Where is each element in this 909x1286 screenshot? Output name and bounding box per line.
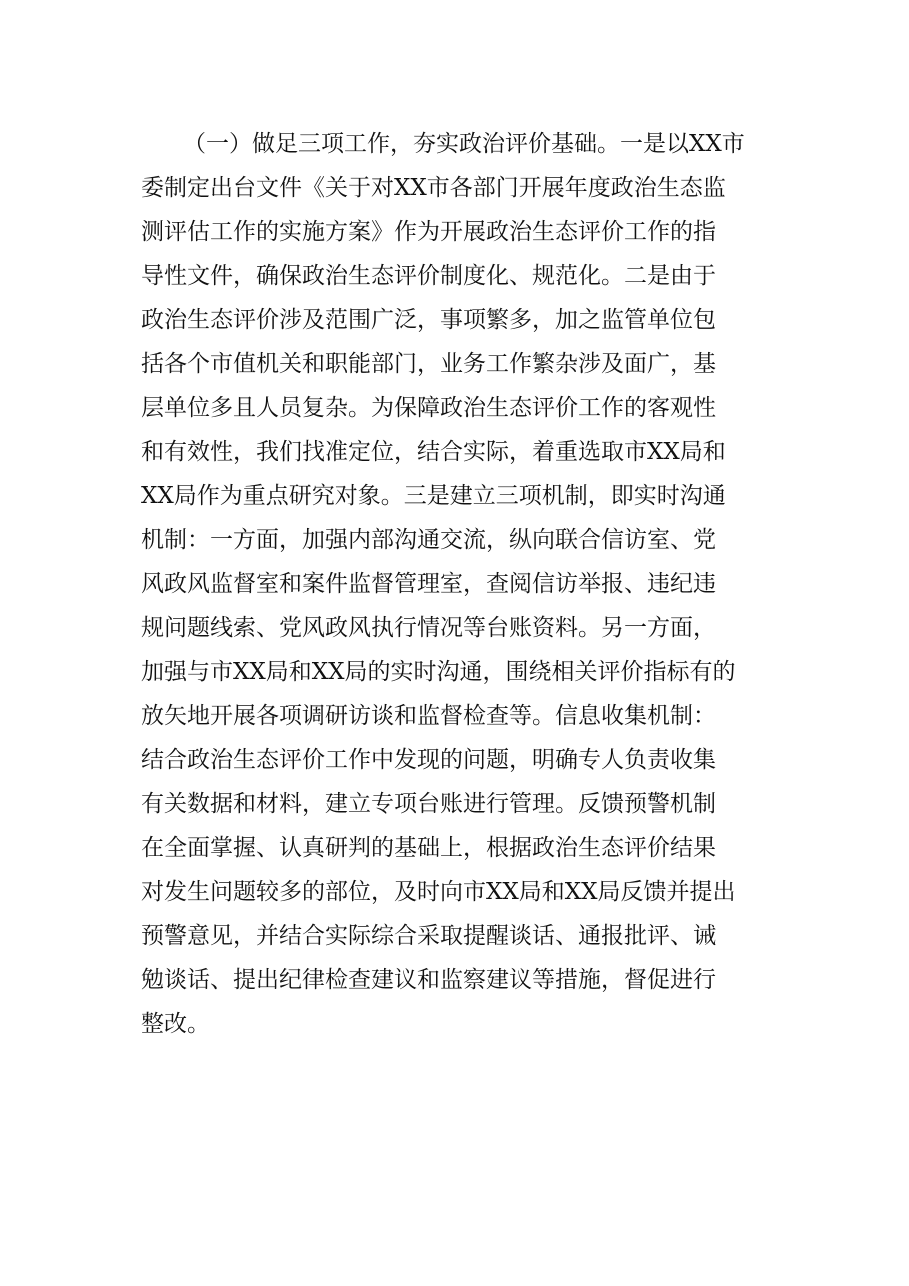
paragraph-line: 政治生态评价涉及范围广泛，事项繁多，加之监管单位包	[141, 307, 716, 333]
paragraph-line: 预警意见，并结合实际综合采取提醒谈话、通报批评、诫	[141, 923, 716, 949]
paragraph-line: 放矢地开展各项调研访谈和监督检查等。信息收集机制：	[141, 703, 716, 729]
paragraph-line: 勉谈话、提出纪律检查建议和监察建议等措施，督促进行	[141, 967, 716, 993]
paragraph-line: 整改。	[141, 1011, 210, 1037]
paragraph-line: 导性文件，确保政治生态评价制度化、规范化。二是由于	[141, 263, 716, 289]
paragraph-line: 委制定出台文件《关于对XX市各部门开展年度政治生态监	[141, 175, 726, 201]
paragraph-line: 规问题线索、党风政风执行情况等台账资料。另一方面，	[141, 615, 716, 641]
paragraph-line: （一）做足三项工作，夯实政治评价基础。一是以XX市	[183, 131, 745, 157]
paragraph-line: 加强与市XX局和XX局的实时沟通，围绕相关评价指标有的	[141, 659, 736, 685]
paragraph-line: 对发生问题较多的部位，及时向市XX局和XX局反馈并提出	[141, 879, 736, 905]
paragraph-line: 层单位多且人员复杂。为保障政治生态评价工作的客观性	[141, 395, 716, 421]
paragraph-line: 风政风监督室和案件监督管理室，查阅信访举报、违纪违	[141, 571, 716, 597]
paragraph-line: 机制：一方面，加强内部沟通交流，纵向联合信访室、党	[141, 527, 716, 553]
paragraph-line: 有关数据和材料，建立专项台账进行管理。反馈预警机制	[141, 791, 716, 817]
paragraph-line: 和有效性，我们找准定位，结合实际，着重选取市XX局和	[141, 439, 726, 465]
paragraph-line: 括各个市值机关和职能部门，业务工作繁杂涉及面广，基	[141, 351, 716, 377]
body-paragraph	[141, 122, 771, 1046]
paragraph-line: XX局作为重点研究对象。三是建立三项机制，即实时沟通	[141, 483, 726, 509]
paragraph-line: 结合政治生态评价工作中发现的问题，明确专人负责收集	[141, 747, 716, 773]
paragraph-line: 在全面掌握、认真研判的基础上，根据政治生态评价结果	[141, 835, 716, 861]
paragraph-line: 测评估工作的实施方案》作为开展政治生态评价工作的指	[141, 219, 716, 245]
